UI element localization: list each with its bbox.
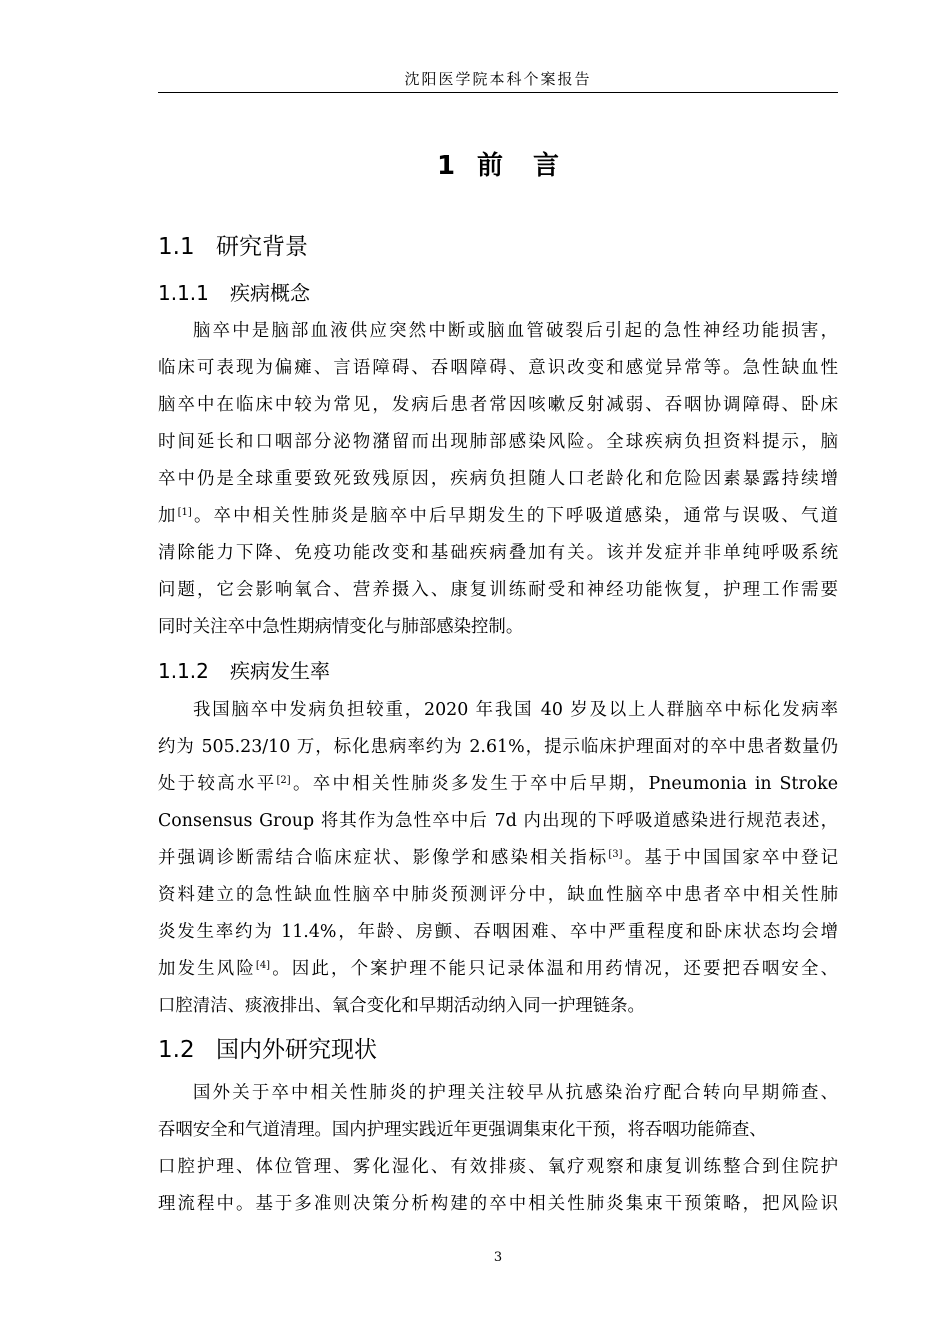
text-line: 临床可表现为偏瘫、言语障碍、吞咽障碍、意识改变和感觉异常等。急性缺血性 <box>158 358 838 378</box>
page-number: 3 <box>493 1250 503 1265</box>
text-line: 时间延长和口咽部分泌物潴留而出现肺部感染风险。全球疾病负担资料提示，脑 <box>158 432 838 452</box>
text-run: 并强调诊断需结合临床症状、影像学和感染相关指标 <box>158 848 609 868</box>
text-line: 资料建立的急性缺血性脑卒中肺炎预测评分中，缺血性脑卒中患者卒中相关性肺 <box>158 885 838 905</box>
section-title: 研究背景 <box>216 234 308 260</box>
citation-ref: [1] <box>177 507 192 518</box>
citation-ref: [3] <box>608 849 623 860</box>
chapter-title-part1: 前 <box>477 151 504 181</box>
chapter-title-part2: 言 <box>533 151 560 181</box>
citation-ref: [4] <box>255 960 271 971</box>
subsection-number: 1.1.2 <box>158 659 209 683</box>
text-line: 卒中仍是全球重要致死致残原因，疾病负担随人口老龄化和危险因素暴露持续增 <box>158 469 838 489</box>
chapter-title <box>158 146 838 186</box>
section-number: 1.2 <box>158 1037 195 1063</box>
text-run: 。基于中国国家卒中登记 <box>622 848 838 868</box>
text-line <box>158 840 838 877</box>
citation-ref: [2] <box>276 775 291 786</box>
text-line: 口腔护理、体位管理、雾化湿化、有效排痰、氧疗观察和康复训练整合到住院护 <box>158 1157 838 1177</box>
text-run: 加 <box>158 506 178 526</box>
paragraph-disease-concept <box>158 313 838 646</box>
section-heading-1-1 <box>158 230 308 264</box>
subsection-title: 疾病概念 <box>230 281 310 305</box>
section-heading-1-2 <box>158 1033 377 1067</box>
subsection-title: 疾病发生率 <box>230 659 330 683</box>
text-line <box>158 951 838 988</box>
text-line: 我国脑卒中发病负担较重，2020 年我国 40 岁及以上人群脑卒中标化发病率 <box>193 700 838 720</box>
text-run: 加发生风险 <box>158 959 256 979</box>
subsection-heading-1-1-1 <box>158 278 310 308</box>
paragraph-incidence <box>158 692 838 1025</box>
text-run: 。因此，个案护理不能只记录体温和用药情况，还要把吞咽安全、 <box>270 959 838 979</box>
text-run: 。卒中相关性肺炎是脑卒中后早期发生的下呼吸道感染，通常与误吸、气道 <box>191 506 838 526</box>
section-title: 国内外研究现状 <box>216 1037 377 1063</box>
text-line: 炎发生率约为 11.4%，年龄、房颤、吞咽困难、卒中严重程度和卧床状态均会增 <box>158 922 838 942</box>
subsection-heading-1-1-2 <box>158 656 330 686</box>
text-line: 国外关于卒中相关性肺炎的护理关注较早从抗感染治疗配合转向早期筛查、 <box>193 1083 838 1103</box>
text-line: 口腔清洁、痰液排出、氧合变化和早期活动纳入同一护理链条。 <box>158 996 645 1016</box>
text-line: 脑卒中在临床中较为常见，发病后患者常因咳嗽反射减弱、吞咽协调障碍、卧床 <box>158 395 838 415</box>
section-number: 1.1 <box>158 234 195 260</box>
text-line: 理流程中。基于多准则决策分析构建的卒中相关性肺炎集束干预策略，把风险识 <box>158 1194 838 1214</box>
text-line: Consensus Group 将其作为急性卒中后 7d 内出现的下呼吸道感染进行规范表述， <box>158 811 838 831</box>
chapter-number: 1 <box>436 151 456 181</box>
text-line <box>158 498 838 535</box>
running-header: 沈阳医学院本科个案报告 <box>158 66 838 93</box>
text-run: 处于较高水平 <box>158 774 277 794</box>
subsection-number: 1.1.1 <box>158 281 209 305</box>
text-line: 约为 505.23/10 万，标化患病率约为 2.61%，提示临床护理面对的卒中患者数量仍 <box>158 737 838 757</box>
text-line: 同时关注卒中急性期病情变化与肺部感染控制。 <box>158 617 524 637</box>
text-line <box>158 766 838 803</box>
text-line: 脑卒中是脑部血液供应突然中断或脑血管破裂后引起的急性神经功能损害， <box>193 321 838 341</box>
text-line: 问题，它会影响氧合、营养摄入、康复训练耐受和神经功能恢复，护理工作需要 <box>158 580 838 600</box>
paragraph-research-status <box>158 1075 838 1223</box>
text-line: 吞咽安全和气道清理。国内护理实践近年更强调集束化干预，将吞咽功能筛查、 <box>158 1120 767 1140</box>
text-run: 。卒中相关性肺炎多发生于卒中后早期，Pneumonia in Stroke <box>290 774 838 794</box>
text-line: 清除能力下降、免疫功能改变和基础疾病叠加有关。该并发症并非单纯呼吸系统 <box>158 543 838 563</box>
